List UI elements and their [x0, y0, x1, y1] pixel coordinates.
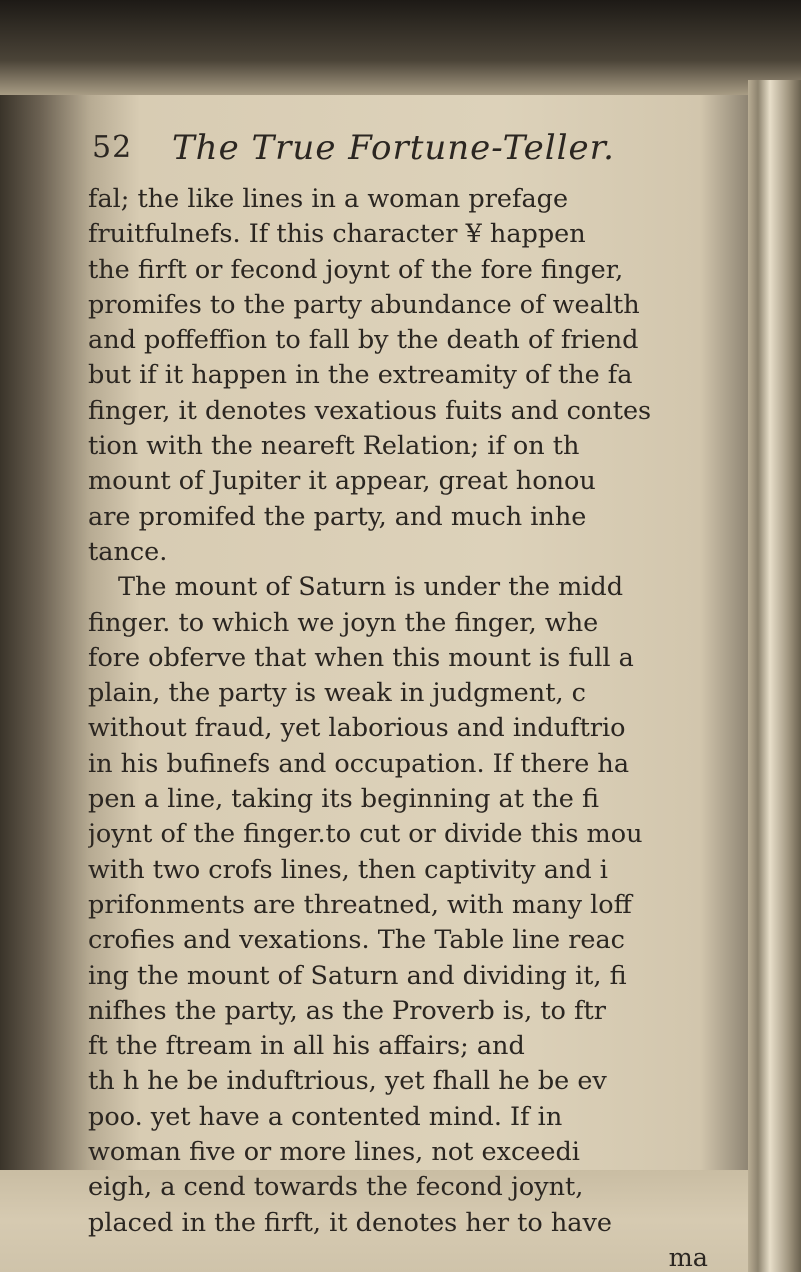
catchword: ma	[668, 1242, 708, 1272]
text-line: woman five or more lines, not exceedi	[88, 1137, 580, 1168]
text-line: crofies and vexations. The Table line reac	[88, 925, 625, 956]
text-line: finger, it denotes vexatious fuits and contes	[88, 395, 652, 426]
scan-top-edge	[0, 0, 801, 95]
text-line: The mount of Saturn is under the midd	[118, 572, 624, 603]
text-line: are promifed the party, and much inhe	[88, 501, 587, 532]
text-line: and poffeffion to fall by the death of friend	[88, 325, 639, 356]
text-line: finger. to which we joyn the finger, whe	[88, 607, 599, 638]
text-line: but if it happen in the extreamity of the fa	[88, 360, 633, 391]
text-line: without fraud, yet laborious and induftrio	[88, 713, 626, 744]
text-line: th h he be induftrious, yet fhall he be ev	[88, 1066, 607, 1097]
text-line: fore obferve that when this mount is full a	[88, 642, 634, 673]
page-header	[88, 128, 788, 182]
text-line: nifhes the party, as the Proverb is, to ftr	[88, 995, 606, 1026]
text-line: fal; the like lines in a woman prefage	[88, 184, 569, 214]
text-line: tance.	[88, 536, 168, 567]
text-line: prifonments are threatned, with many loff	[88, 889, 632, 920]
text-line: joynt of the finger.to cut or divide this mou	[88, 819, 643, 850]
running-title: The True Fortune-Teller.	[172, 128, 615, 168]
text-line: mount of Jupiter it appear, great honou	[88, 466, 596, 497]
text-line: the firft or fecond joynt of the fore finger,	[88, 254, 624, 285]
text-line: tion with the neareft Relation; if on th	[88, 431, 580, 462]
text-line: with two crofs lines, then captivity and i	[88, 854, 608, 885]
text-line: placed in the firft, it denotes her to have	[88, 1207, 612, 1238]
text-line: eigh, a cend towards the fecond joynt,	[88, 1172, 584, 1203]
text-line: plain, the party is weak in judgment, c	[88, 678, 586, 709]
text-line: promifes to the party abundance of wealth	[88, 289, 640, 320]
text-line: poo. yet have a contented mind. If in	[88, 1101, 563, 1132]
page-body	[88, 182, 788, 1272]
text-line: ft the ftream in all his affairs; and	[88, 1031, 525, 1062]
text-line: in his bufinefs and occupation. If there ha	[88, 748, 630, 779]
book-page	[88, 128, 788, 1272]
text-line: pen a line, taking its beginning at the fi	[88, 784, 599, 815]
text-line: ing the mount of Saturn and dividing it, fi	[88, 960, 627, 991]
text-line: fruitfulnefs. If this character ¥ happen	[88, 219, 586, 250]
page-number: 52	[92, 130, 133, 165]
